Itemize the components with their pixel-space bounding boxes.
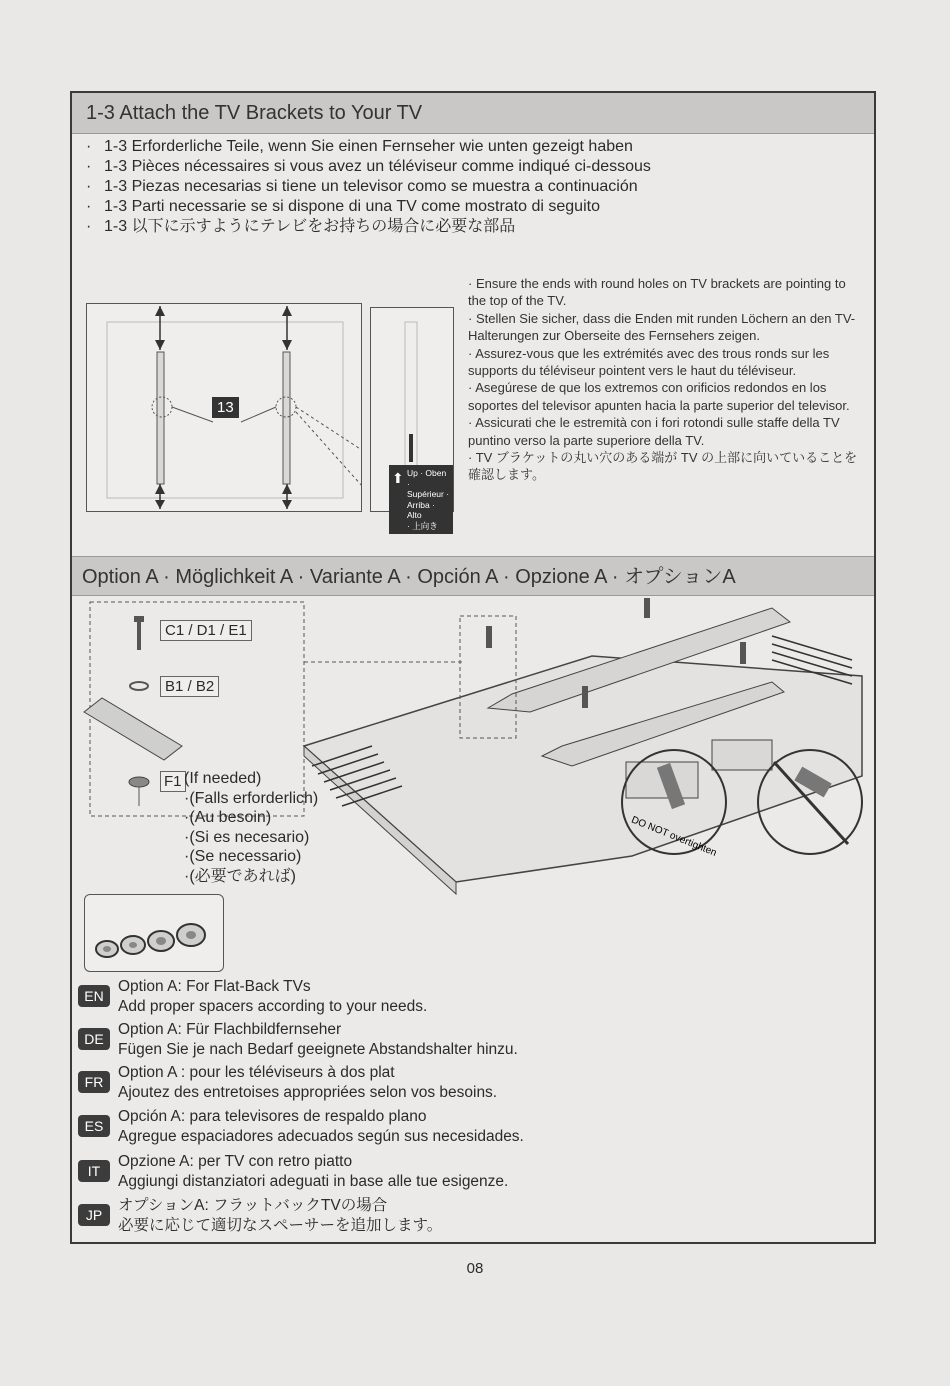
orientation-text-jp: · TV ブラケットの丸い穴のある端が TV の上部に向いていることを確認します。 — [468, 450, 858, 483]
bullet-it: · 1-3 Parti necessarie se si dispone di una TV come mostrato di seguito — [86, 197, 651, 217]
screws-label: C1 / D1 / E1 — [160, 620, 252, 641]
option-line: Add proper spacers according to your needs. — [118, 998, 428, 1015]
warning-label: DO NOT overtighten — [629, 814, 719, 859]
option-line: Agregue espaciadores adecuados según sus necesidades. — [118, 1128, 524, 1145]
option-line: Opción A: para televisores de respaldo plano — [118, 1108, 427, 1125]
lang-text-en — [118, 977, 427, 1017]
bullet-fr: · 1-3 Pièces nécessaires si vous avez un téléviseur comme indiqué ci-dessous — [86, 157, 651, 177]
orientation-instructions — [468, 275, 858, 484]
orientation-text-de: · Stellen Sie sicher, dass die Enden mit runden Löchern an den TV-Halterungen zur Oberseite des Fernsehers zeigen. — [468, 310, 856, 344]
if-needed-es: ·(Si es necesario) — [184, 828, 310, 846]
option-line: Ajoutez des entretoises appropriées selon vos besoins. — [118, 1084, 498, 1101]
orientation-label — [389, 465, 453, 534]
option-line: 必要に応じて適切なスペーサーを追加します。 — [118, 1217, 443, 1234]
lang-badge-fr: FR — [78, 1071, 110, 1093]
lang-text-it — [118, 1152, 508, 1192]
lang-badge-de: DE — [78, 1028, 110, 1050]
if-needed-jp: ·(必要であれば) — [184, 867, 296, 885]
orientation-text-es: · Asegúrese de que los extremos con orificios redondos en los soportes del televisor apunten hacia la parte superior del televisor. — [468, 380, 850, 413]
option-line: Opzione A: per TV con retro piatto — [118, 1153, 353, 1170]
section-title-brackets: 1-3 Attach the TV Brackets to Your TV — [72, 93, 874, 134]
orientation-text-en: · Ensure the ends with round holes on TV brackets are pointing to the top of the TV. — [468, 276, 846, 309]
required-parts-list — [86, 137, 651, 237]
orientation-label-line: Supérieur · — [407, 489, 450, 499]
if-needed-fr: ·(Au besoin) — [184, 809, 272, 826]
lang-badge-en: EN — [78, 985, 110, 1007]
lang-badge-it: IT — [78, 1160, 110, 1182]
washers-label: B1 / B2 — [160, 676, 219, 697]
bullet-de: · 1-3 Erforderliche Teile, wenn Sie einen Fernseher wie unten gezeigt haben — [86, 137, 651, 157]
if-needed-list — [184, 769, 318, 886]
spacers-label: F1 — [160, 771, 186, 792]
spacers-illustration — [85, 895, 223, 971]
page-frame — [70, 91, 876, 1244]
part-number-badge: 13 — [212, 397, 239, 418]
lang-text-es — [118, 1107, 524, 1147]
orientation-text-fr: · Assurez-vous que les extrémités avec des trous ronds sur les supports du téléviseur pointent vers le haut du téléviseur. — [468, 345, 830, 379]
option-line: Option A: Für Flachbildfernseher — [118, 1021, 342, 1038]
option-line: Fügen Sie je nach Bedarf geeignete Abstandshalter hinzu. — [118, 1041, 518, 1058]
option-line: Aggiungi distanziatori adeguati in base alle tue esigenze. — [118, 1173, 509, 1190]
option-line: Option A : pour les téléviseurs à dos plat — [118, 1064, 395, 1081]
tv-back-diagram — [86, 303, 362, 512]
page-number: 08 — [466, 1260, 484, 1277]
bullet-es: · 1-3 Piezas necesarias si tiene un televisor como se muestra a continuación — [86, 177, 651, 197]
lang-text-fr — [118, 1063, 497, 1103]
up-arrow-icon: ⬆ — [392, 470, 404, 486]
section-title-option-a: Option A · Möglichkeit A · Variante A · Opción A · Opzione A · オプションA — [72, 556, 874, 596]
lang-text-de — [118, 1020, 518, 1060]
orientation-label-line: Arriba · Alto — [407, 499, 435, 520]
option-line: Option A: For Flat-Back TVs — [118, 978, 311, 995]
orientation-label-line: · 上向き — [407, 520, 438, 531]
option-line: オプションA: フラットバックTVの場合 — [118, 1197, 388, 1214]
if-needed-it: ·(Se necessario) — [184, 848, 302, 865]
lang-badge-jp: JP — [78, 1204, 110, 1226]
if-needed-en: (If needed) — [184, 770, 262, 787]
bullet-jp: · 1-3 以下に示すようにテレビをお持ちの場合に必要な部品 — [86, 217, 651, 237]
lang-badge-es: ES — [78, 1115, 110, 1137]
orientation-text-it: · Assicurati che le estremità con i fori rotondi sulle staffe della TV puntino verso la parte superiore della TV. — [468, 415, 840, 448]
if-needed-de: ·(Falls erforderlich) — [184, 789, 319, 807]
orientation-label-line: Up · Oben · — [407, 468, 447, 489]
spacers-photo — [84, 894, 224, 972]
lang-text-jp — [118, 1196, 442, 1236]
